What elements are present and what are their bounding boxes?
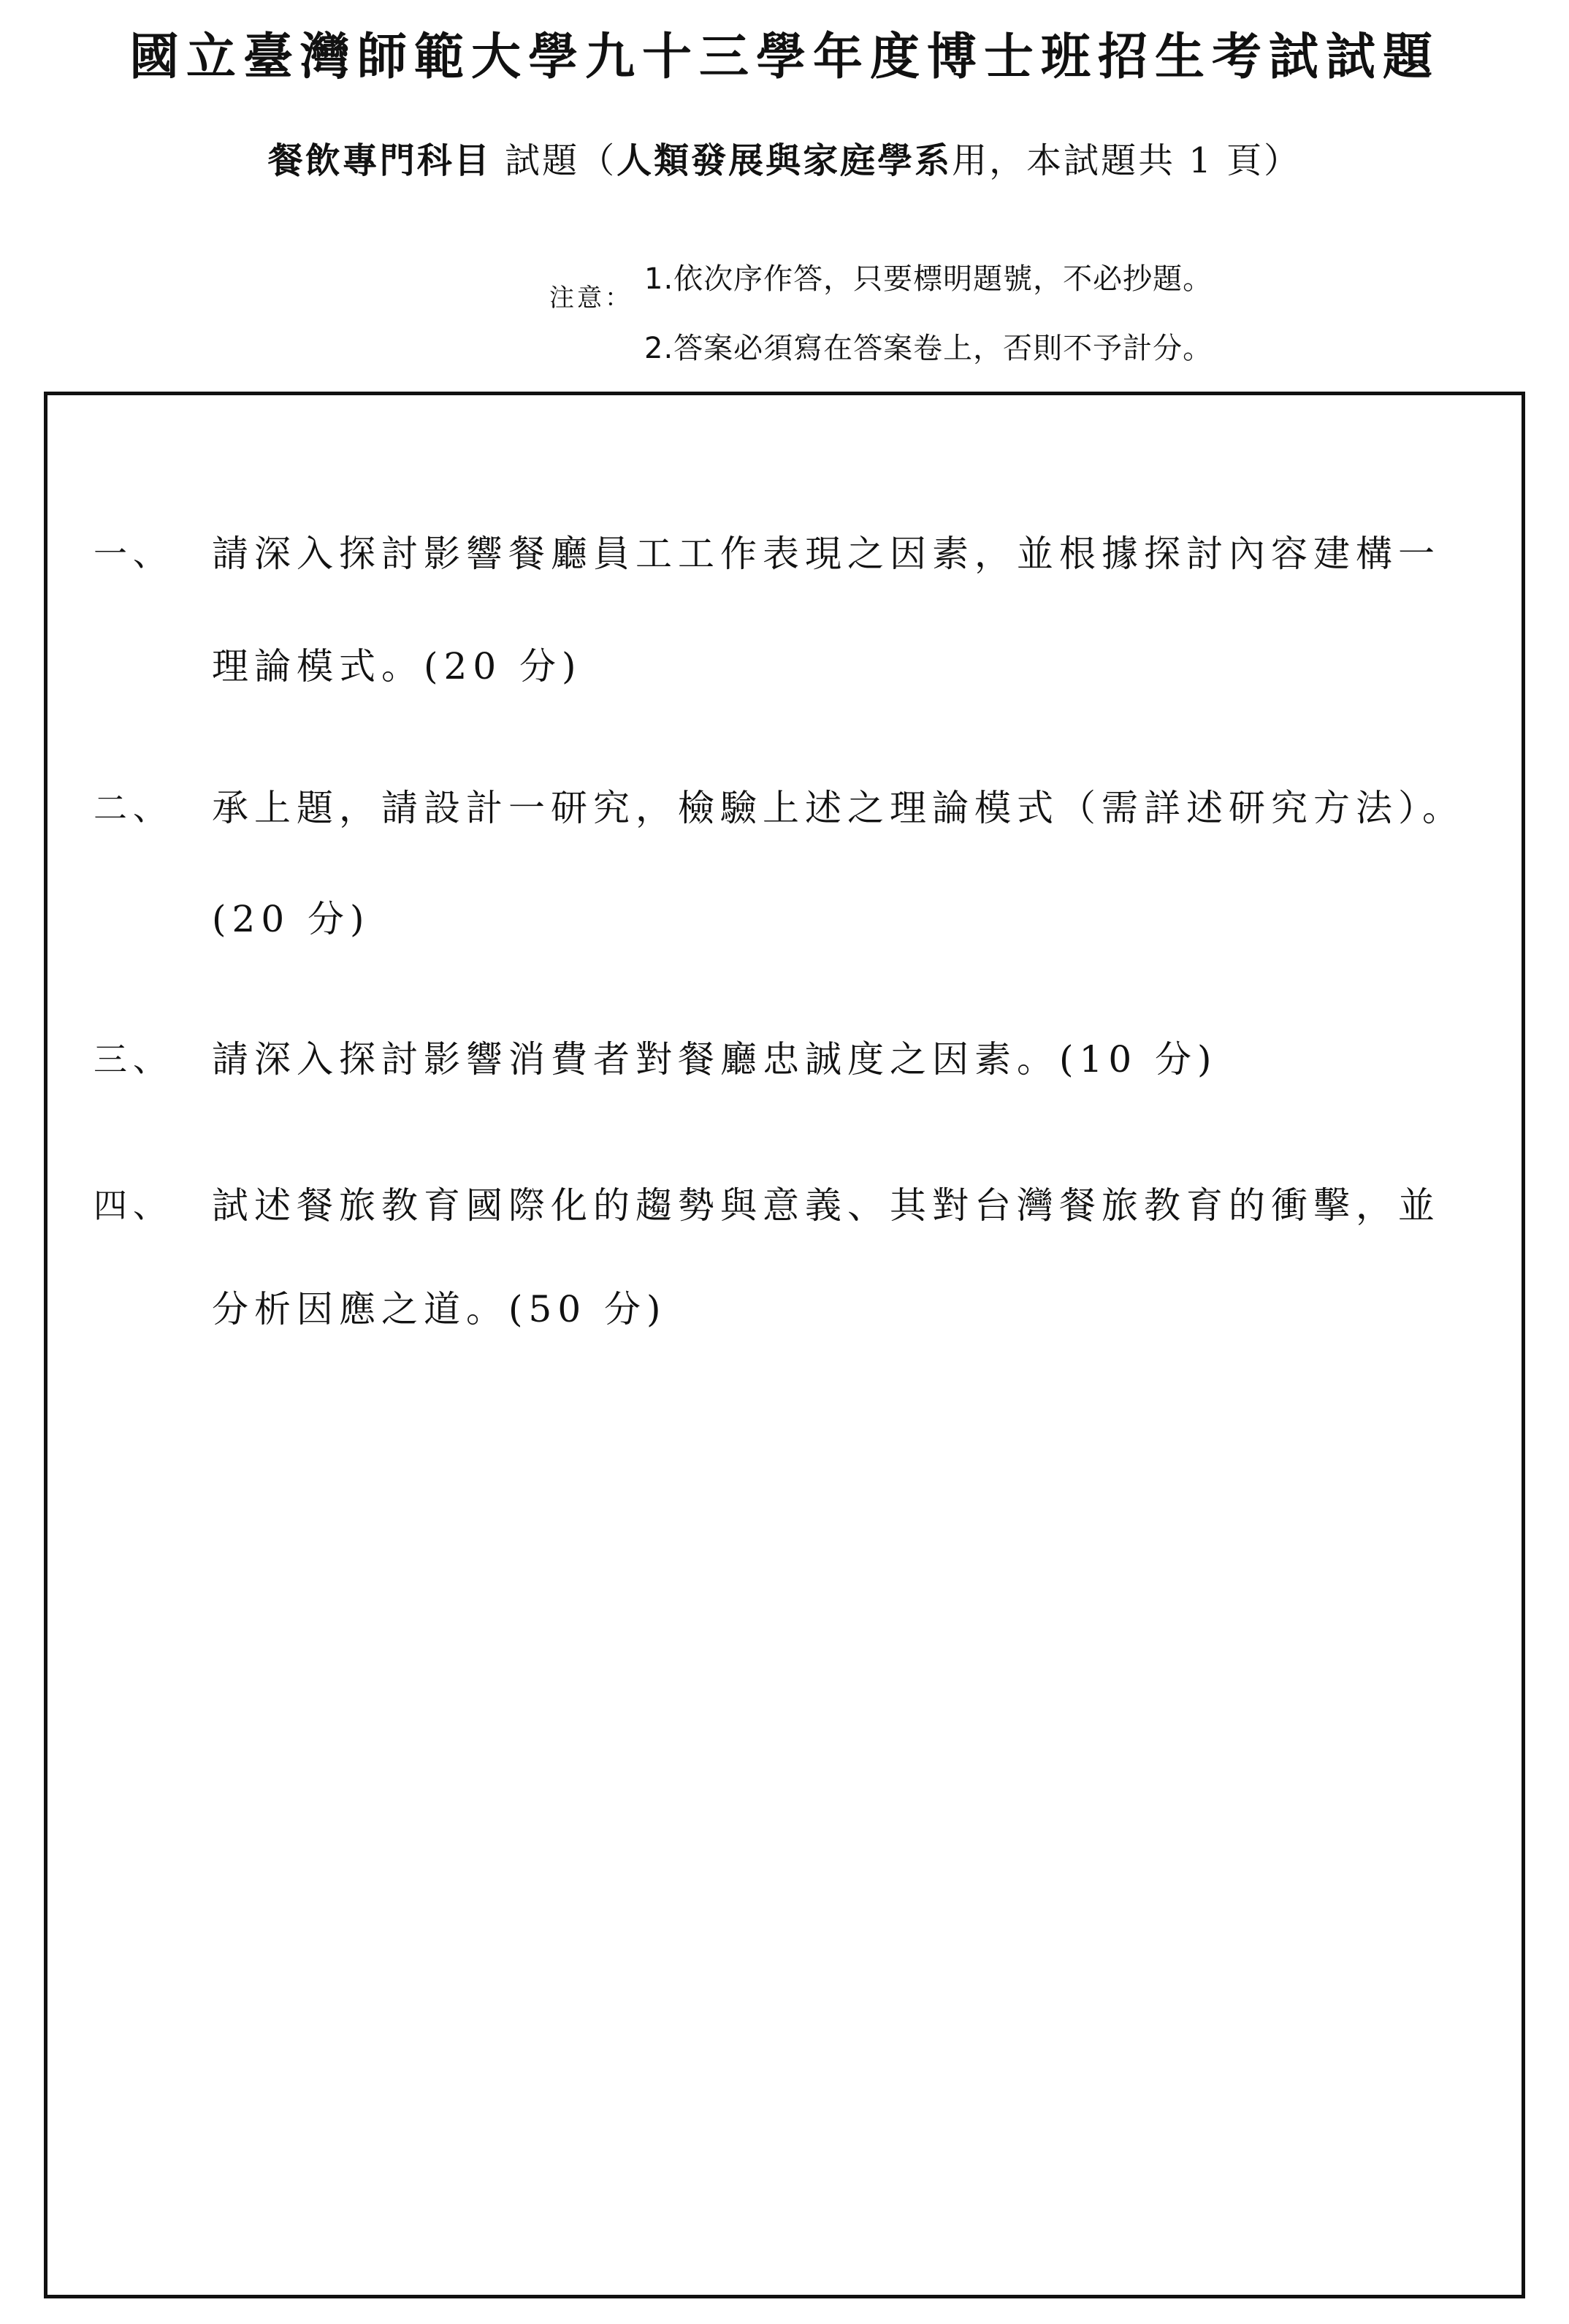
question-2-line-2: (20 分) [212, 898, 370, 940]
question-number-2: 二、 [93, 788, 172, 828]
open-paren: （ [579, 140, 617, 181]
subject-name: 餐飲專門科目 [267, 140, 492, 181]
department-name: 人類發展與家庭學系 [616, 140, 953, 181]
notice-item-2: 2.答案必須寫在答案卷上，否則不予計分。 [644, 332, 1213, 365]
question-3-line-1: 請深入探討影響消費者對餐廳忠誠度之因素。(10 分) [212, 1038, 1218, 1081]
notice-item-1: 1.依次序作答，只要標明題號，不必抄題。 [644, 262, 1213, 296]
question-number-1: 一、 [93, 534, 172, 574]
question-4-line-2: 分析因應之道。(50 分) [212, 1288, 667, 1330]
department-suffix: 用，本試題共 1 頁） [952, 140, 1302, 181]
exam-title: 國立臺灣師範大學九十三學年度博士班招生考試試題 [129, 28, 1440, 86]
exam-label: 試題 [505, 140, 580, 181]
question-1-line-2: 理論模式。(20 分) [212, 645, 582, 687]
question-2-line-1: 承上題，請設計一研究，檢驗上述之理論模式（需詳述研究方法）。 [212, 787, 1465, 829]
question-number-3: 三、 [93, 1040, 172, 1079]
question-4-line-1: 試述餐旅教育國際化的趨勢與意義、其對台灣餐旅教育的衝擊，並 [212, 1184, 1440, 1227]
exam-subtitle [0, 140, 1569, 181]
notice-label: 注意： [549, 283, 633, 313]
question-1-line-1: 請深入探討影響餐廳員工工作表現之因素，並根據探討內容建構一 [212, 533, 1440, 575]
question-number-4: 四、 [93, 1186, 172, 1225]
